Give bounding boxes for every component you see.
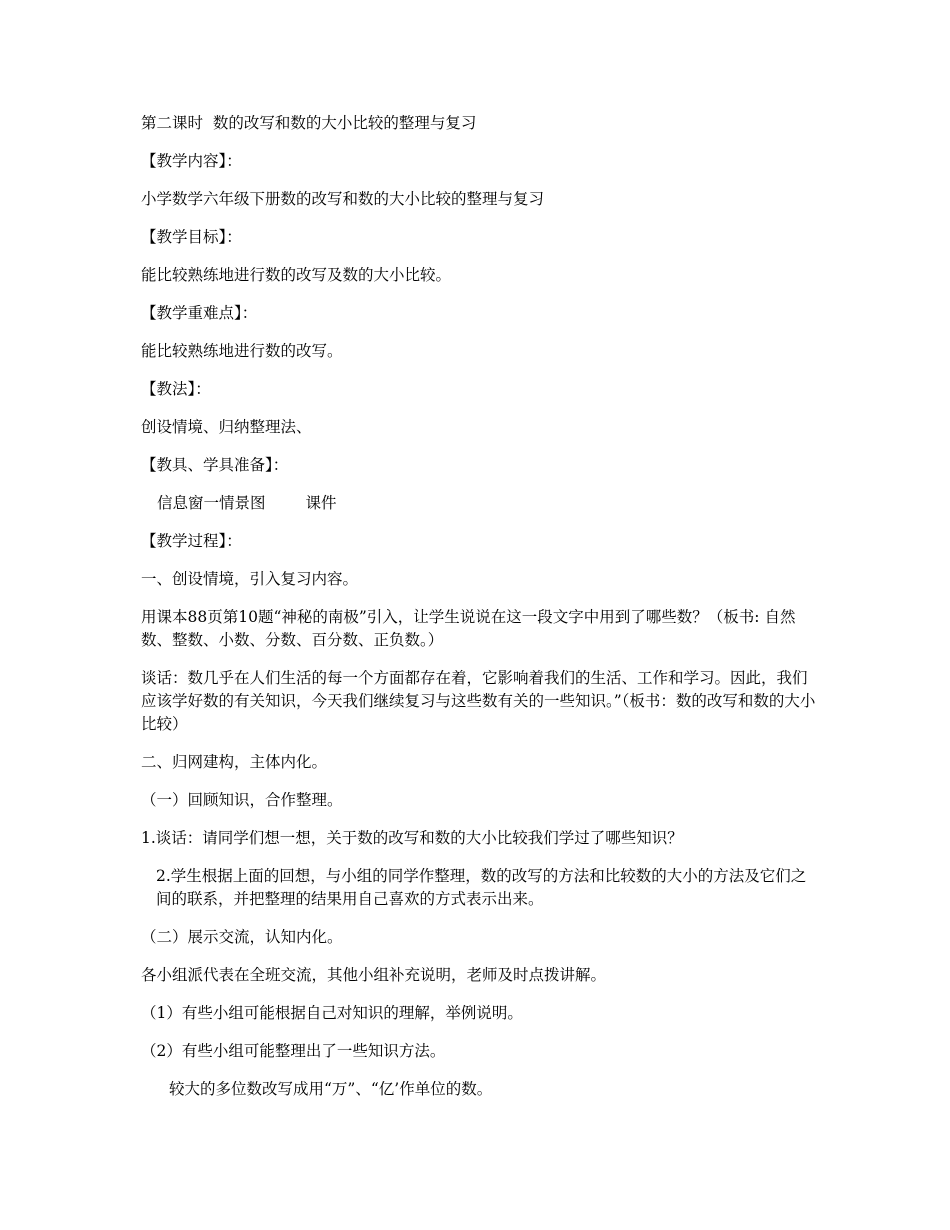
exchange-text: 各小组派代表在全班交流，其他小组补充说明，老师及时点拨讲解。 <box>141 966 607 984</box>
tools-item-1: 信息窗一情景图 <box>157 494 266 512</box>
case2-text: （2）有些小组可能整理出了一些知识方法。 <box>141 1042 446 1060</box>
process-heading: 【教学过程】： <box>141 532 242 550</box>
rewrite-text: 较大的多位数改写成用“万”、“亿’作单位的数。 <box>169 1080 493 1098</box>
tools-heading: 【教具、学具准备】： <box>141 456 289 474</box>
sub2-heading: （二）展示交流，认知内化。 <box>141 928 343 946</box>
key-text: 能比较熟练地进行数的改写。 <box>141 342 343 360</box>
item1-text: 1.谈话：请同学们想一想，关于数的改写和数的大小比较我们学过了哪些知识？ <box>141 829 683 847</box>
document-body <box>141 112 821 1116</box>
sub1-heading: （一）回顾知识，合作整理。 <box>141 791 343 809</box>
method-text: 创设情境、归纳整理法、 <box>141 418 312 436</box>
step2-heading: 二、归网建构，主体内化。 <box>141 753 328 771</box>
case1-text: （1）有些小组可能根据自己对知识的理解，举例说明。 <box>141 1004 523 1022</box>
item2-text: 2.学生根据上面的回想，与小组的同学作整理，数的改写的方法和比较数的大小的方法及它们之间的联系，并把整理的结果用自己喜欢的方式表示出来。 <box>156 867 807 908</box>
content-heading: 【教学内容】： <box>141 152 242 170</box>
tools-line <box>141 492 821 515</box>
goal-text: 能比较熟练地进行数的改写及数的大小比较。 <box>141 266 452 284</box>
method-heading: 【教法】： <box>141 380 211 398</box>
key-heading: 【教学重难点】： <box>141 304 258 322</box>
talk-text: 谈话：数几乎在人们生活的每一个方面都存在着，它影响着我们的生活、工作和学习。因此，我们应该学好数的有关知识，今天我们继续复习与这些数有关的一些知识。”（板书：数的改写和数的大小比较） <box>141 669 816 733</box>
tools-item-2: 课件 <box>305 494 337 512</box>
lesson-title: 第二课时 数的改写和数的大小比较的整理与复习 <box>141 114 477 132</box>
goal-heading: 【教学目标】： <box>141 228 242 246</box>
step1-heading: 一、创设情境，引入复习内容。 <box>141 570 359 588</box>
content-text: 小学数学六年级下册数的改写和数的大小比较的整理与复习 <box>141 190 545 208</box>
step1-text: 用课本88页第10题“神秘的南极”引入，让学生说说在这一段文字中用到了哪些数？（板书: 自然数、整数、小数、分数、百分数、正负数。） <box>141 608 796 649</box>
